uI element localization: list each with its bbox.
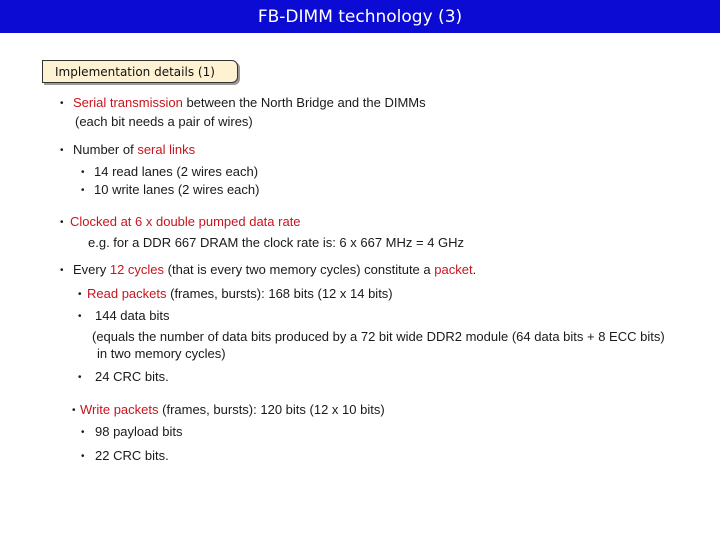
bullet: • [78, 311, 82, 322]
bullet: • [81, 167, 85, 178]
clock-line: Clocked at 6 x double pumped data rate [70, 214, 301, 229]
bullet: • [81, 185, 85, 196]
bullet: • [81, 427, 85, 438]
read-data-explanation-2: in two memory cycles) [97, 346, 226, 361]
bullet: • [60, 265, 64, 276]
bullet: • [81, 451, 85, 462]
links-line [73, 142, 195, 158]
read-lanes: 14 read lanes (2 wires each) [94, 164, 259, 179]
bullet: • [60, 98, 64, 109]
write-packets-text: (frames, bursts): 120 bits (12 x 10 bits) [158, 402, 385, 417]
serial-note: (each bit needs a pair of wires) [75, 114, 253, 129]
write-payload-bits: 98 payload bits [95, 424, 183, 439]
bullet: • [78, 289, 82, 300]
bullet: • [78, 372, 82, 383]
serial-line [73, 95, 426, 111]
write-crc-bits: 22 CRC bits. [95, 448, 169, 463]
read-crc-bits: 24 CRC bits. [95, 369, 169, 384]
write-lanes: 10 write lanes (2 wires each) [94, 182, 260, 197]
read-data-bits: 144 data bits [95, 308, 170, 323]
serial-highlight: Serial transmission [73, 95, 183, 110]
cycles-text-2: (that is every two memory cycles) constitute a [164, 262, 435, 277]
cycles-text-3: . [472, 262, 477, 277]
bullet: • [60, 145, 64, 156]
bullet: • [60, 217, 64, 228]
links-text: Number of [73, 142, 138, 157]
cycles-highlight: 12 cycles [109, 262, 165, 277]
cycles-line [73, 262, 476, 278]
bullet: • [72, 405, 76, 416]
slide-title: FB-DIMM technology (3) [257, 7, 463, 27]
cycles-text-1: Every [73, 262, 110, 277]
write-packets-highlight: Write packets [80, 402, 159, 417]
read-packets-text: (frames, bursts): 168 bits (12 x 14 bits) [166, 286, 393, 301]
read-packets-highlight: Read packets [87, 286, 167, 301]
serial-text: between the North Bridge and the DIMMs [182, 95, 426, 110]
section-tag-label: Implementation details (1) [55, 65, 215, 79]
links-highlight: seral links [137, 142, 196, 157]
write-packets-line [80, 402, 385, 418]
packet-highlight: packet [434, 262, 473, 277]
read-data-explanation-1: (equals the number of data bits produced by a 72 bit wide DDR2 module (64 data bits + 8 ECC bits) [92, 329, 665, 344]
clock-example: e.g. for a DDR 667 DRAM the clock rate is: 6 x 667 MHz = 4 GHz [88, 235, 465, 250]
read-packets-line [87, 286, 393, 302]
